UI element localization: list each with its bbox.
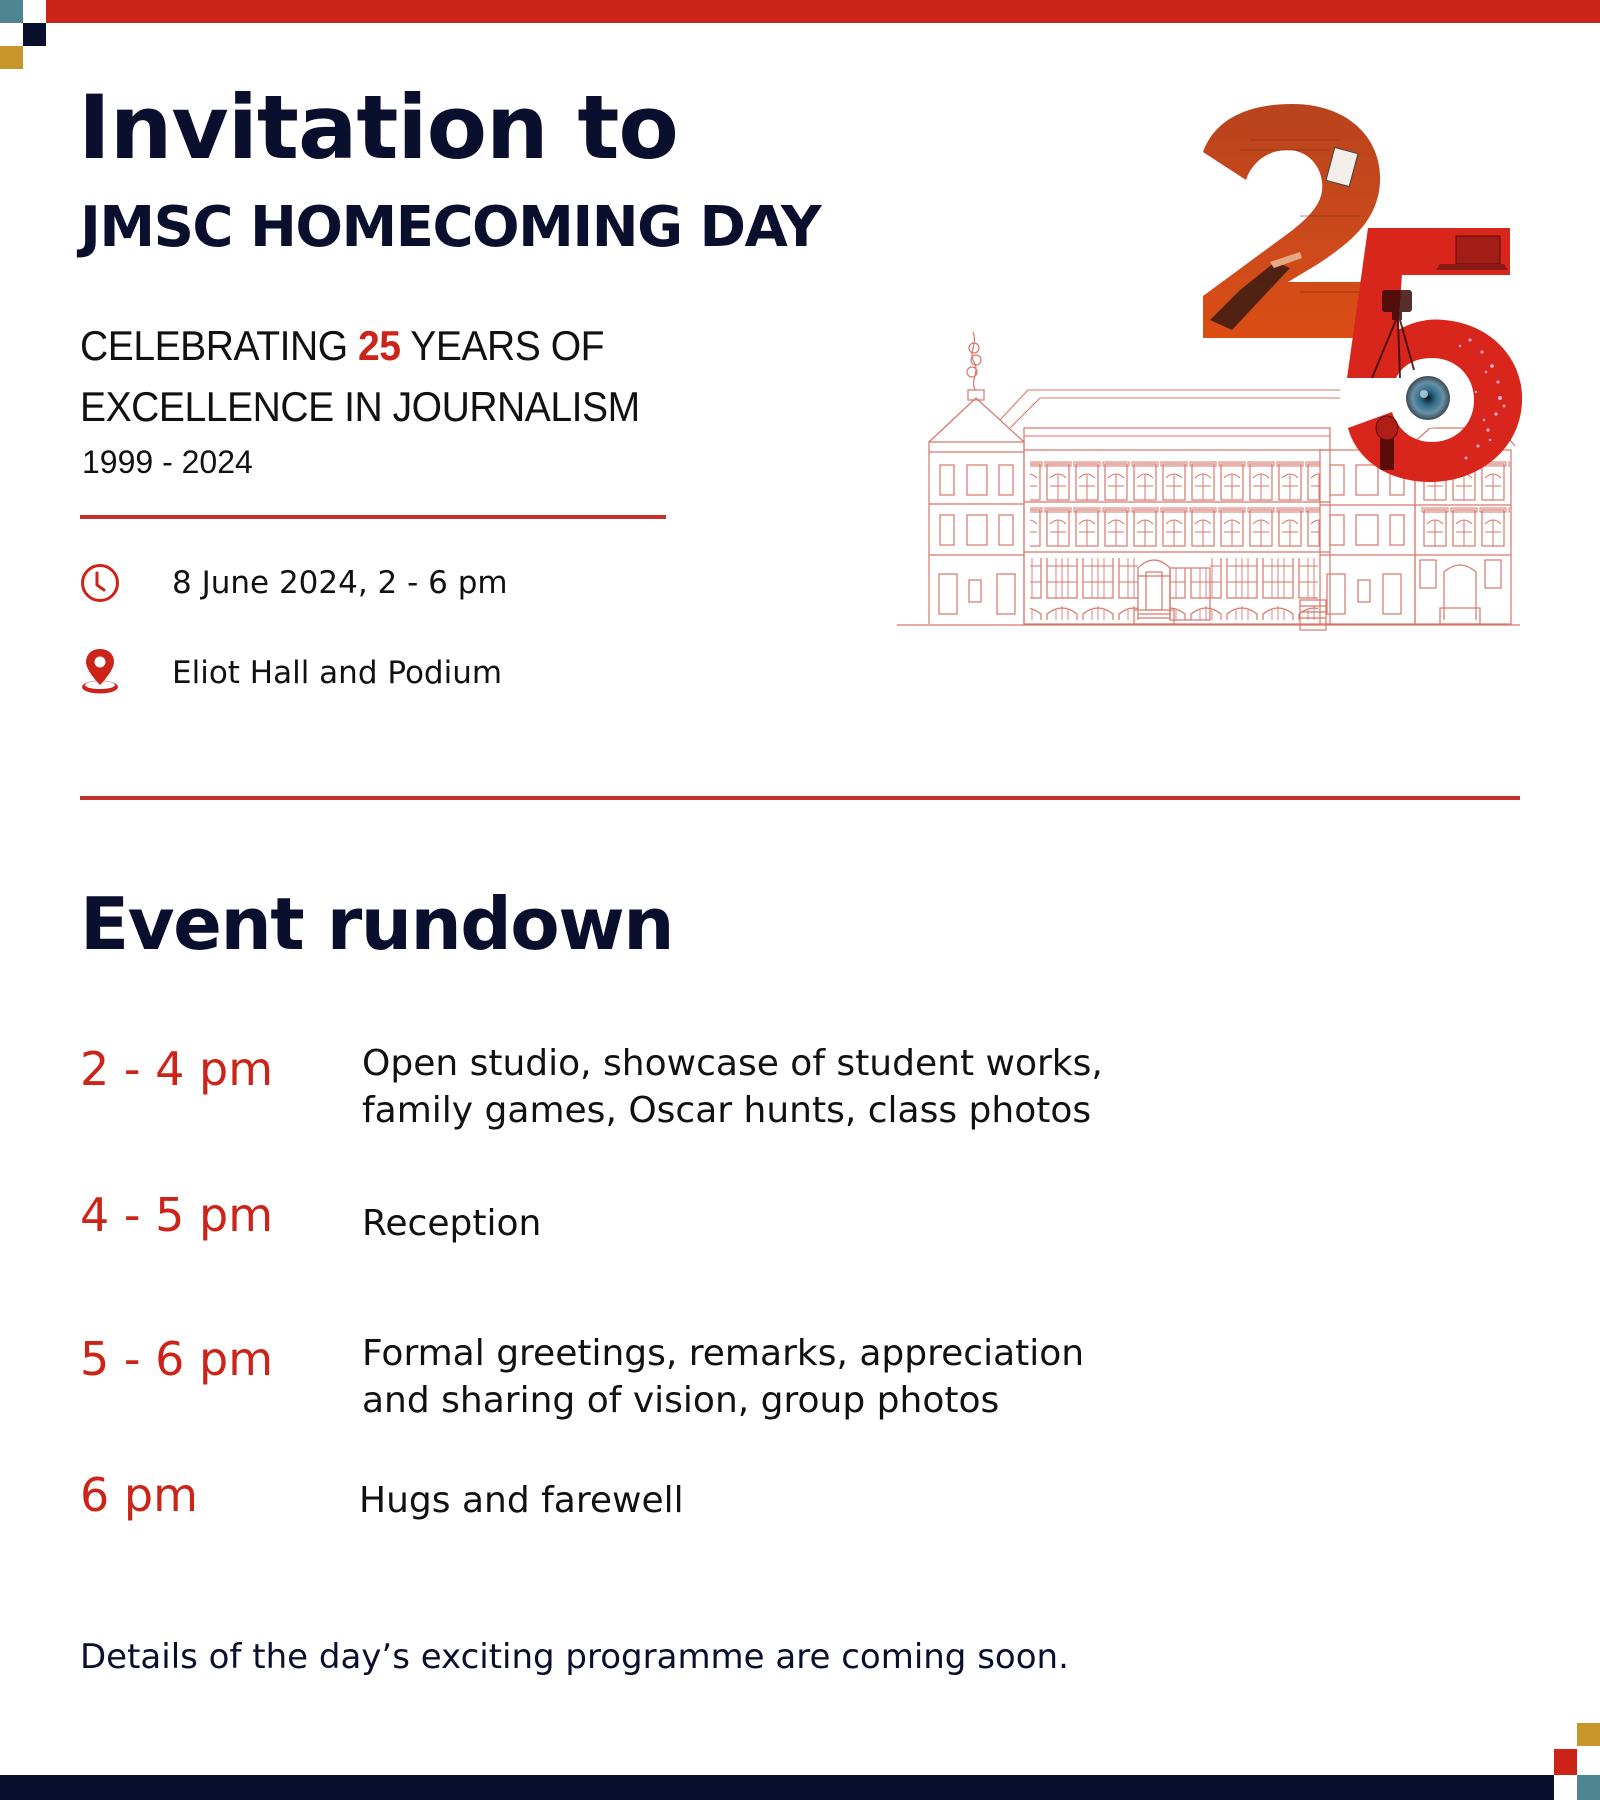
corner-square-teal-bottom: [1577, 1775, 1600, 1800]
clock-icon: [80, 560, 120, 606]
corner-square-teal-top: [0, 0, 23, 23]
invitation-heading: Invitation to: [78, 76, 678, 179]
event-venue: Eliot Hall and Podium: [172, 655, 503, 691]
short-divider: [80, 515, 666, 519]
venue-row: [80, 646, 503, 696]
years-range: 1999 - 2024: [82, 444, 253, 480]
rundown-heading: Event rundown: [80, 882, 673, 966]
rundown-description: [362, 1040, 1103, 1134]
tagline-line-2: EXCELLENCE IN JOURNALISM: [80, 383, 640, 430]
section-divider: [80, 796, 1520, 800]
corner-square-navy-top: [23, 23, 46, 46]
corner-square-gold-top: [0, 46, 23, 69]
tagline-line-1: [80, 322, 605, 369]
tagline-prefix: CELEBRATING: [80, 322, 359, 369]
corner-square-gold-bottom: [1577, 1723, 1600, 1746]
date-row: [80, 558, 508, 608]
building-illustration-icon: [880, 100, 1540, 640]
rundown-description-line: family games, Oscar hunts, class photos: [362, 1090, 1092, 1131]
corner-square-red-bottom: [1554, 1749, 1577, 1775]
rundown-time: 4 - 5 pm: [80, 1188, 274, 1242]
rundown-description: [362, 1330, 1084, 1424]
rundown-time: 2 - 4 pm: [80, 1042, 274, 1096]
event-date-time: 8 June 2024, 2 - 6 pm: [172, 565, 508, 601]
rundown-description-line: and sharing of vision, group photos: [362, 1380, 1000, 1421]
tagline-suffix: YEARS OF: [400, 322, 605, 369]
rundown-description-line: Reception: [362, 1203, 542, 1244]
event-name-heading: JMSC HOMECOMING DAY: [80, 195, 821, 260]
rundown-time: 6 pm: [80, 1468, 198, 1522]
tagline-highlight-25: 25: [358, 322, 401, 369]
rundown-description-line: Hugs and farewell: [359, 1480, 684, 1521]
rundown-description-line: Open studio, showcase of student works,: [362, 1043, 1103, 1084]
top-accent-bar: [46, 0, 1600, 23]
location-pin-icon: [80, 648, 120, 694]
rundown-description-line: Formal greetings, remarks, appreciation: [362, 1333, 1085, 1374]
anniversary-graphic: [880, 100, 1540, 640]
rundown-description: [362, 1200, 541, 1247]
rundown-description: [359, 1477, 684, 1524]
programme-note: Details of the day’s exciting programme are coming soon.: [80, 1637, 1069, 1677]
bottom-accent-bar: [0, 1775, 1554, 1800]
rundown-time: 5 - 6 pm: [80, 1332, 274, 1386]
